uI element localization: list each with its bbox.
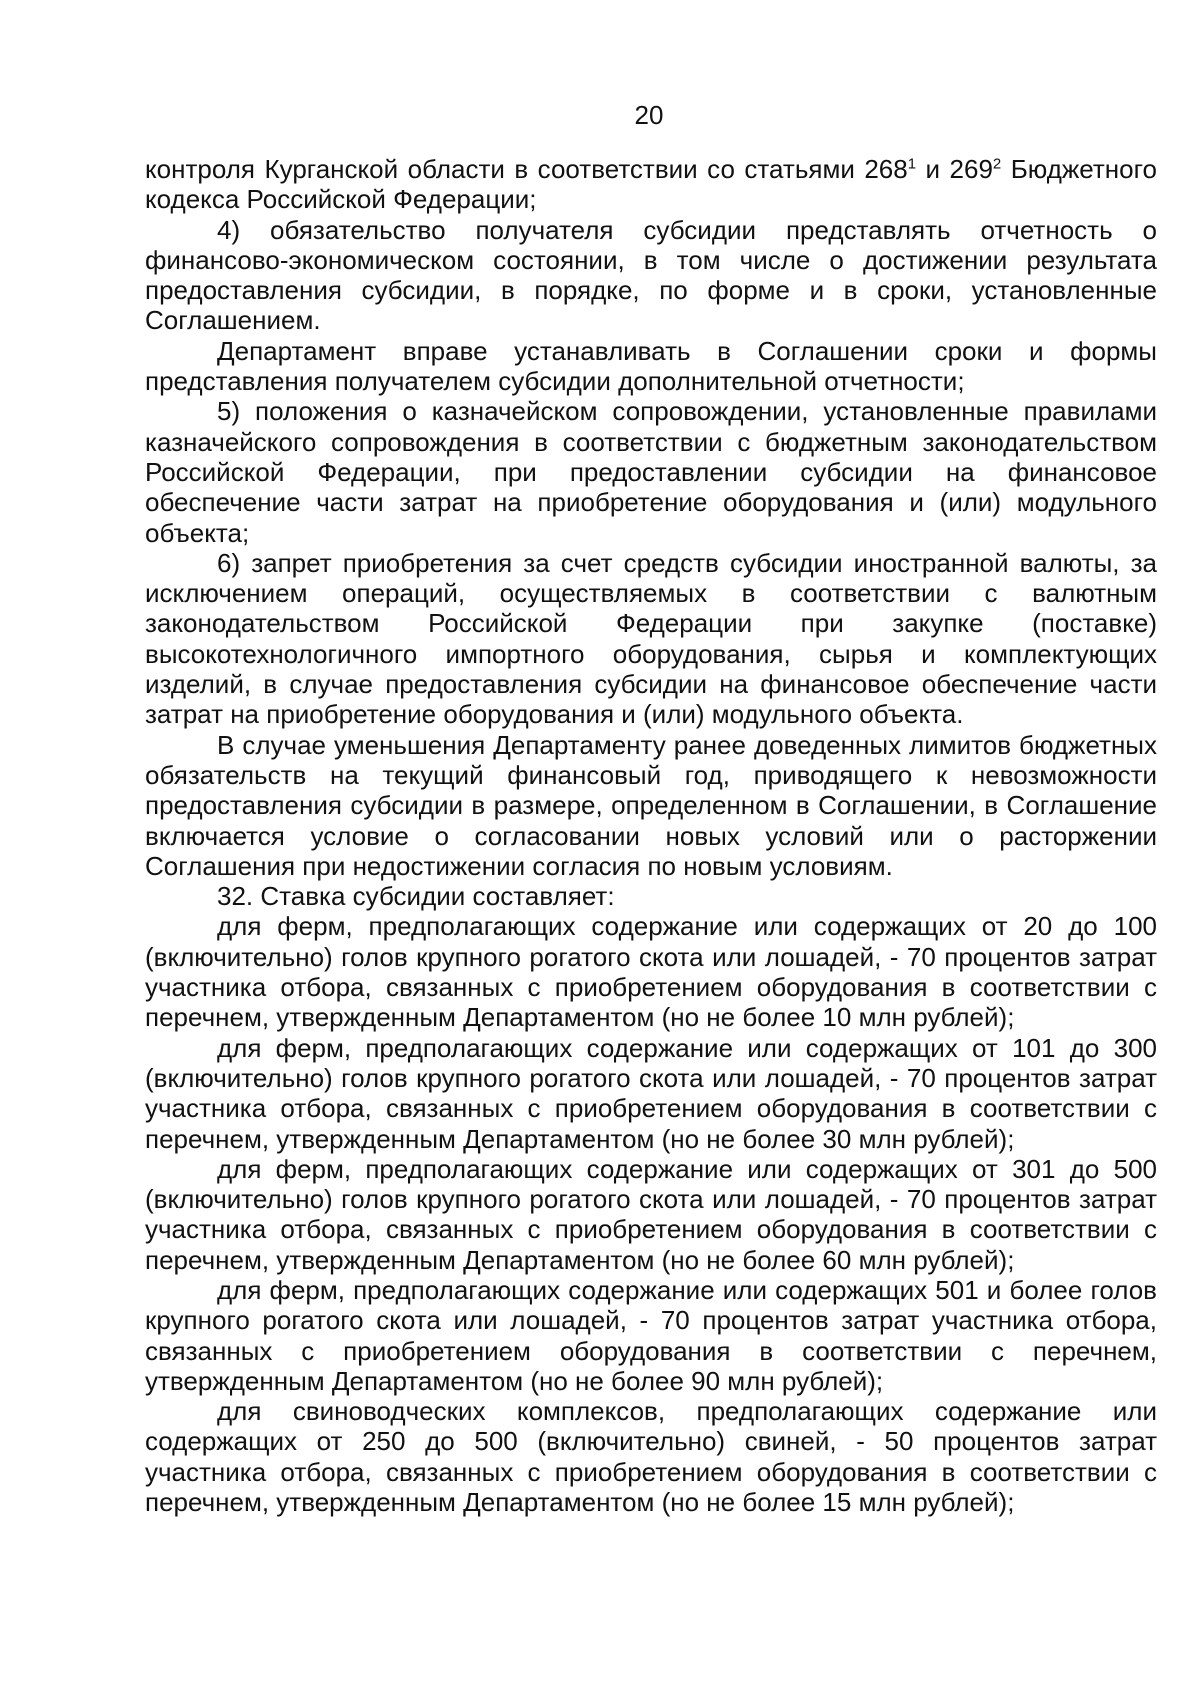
paragraph-item-5: 5) положения о казначейском сопровождении, установленные правилами казначейского сопровождения в соответствии с бюджетным законодательством Российской Федерации, при предоставлении субсидии на финансовое обеспечение части затрат на приобретение оборудования и (или) модульного объекта; (145, 396, 1157, 548)
paragraph-section-32: 32. Ставка субсидии составляет: (217, 881, 615, 912)
superscript: 1 (907, 155, 917, 173)
paragraph-text: контроля Курганской области в соответствии со статьями 268 (145, 154, 908, 184)
paragraph-item-6: 6) запрет приобретения за счет средств субсидии иностранной валюты, за исключением операций, осуществляемых в соответствии с валютным законодательством Российской Федерации при закупке (поставке) высокотехнологичного импортного оборудования, сырья и комплектующих изделий, в случае предоставления субсидии на финансовое обеспечение части затрат на приобретение оборудования и (или) модульного объекта. (145, 547, 1157, 730)
paragraph-rate-pig-complex: для свиноводческих комплексов, предполагающих содержание или содержащих от 250 до 500 (включительно) свиней, - 50 процентов затрат участника отбора, связанных с приобретением оборудования в соответствии с перечнем, утвержденным Департаментом (но не более 15 млн рублей); (145, 1396, 1157, 1518)
paragraph-rate-501-plus: для ферм, предполагающих содержание или содержащих 501 и более голов крупного рогатого скота или лошадей, - 70 процентов затрат участника отбора, связанных с приобретением оборудования в соответствии с перечнем, утвержденным Департаментом (но не более 90 млн рублей); (145, 1274, 1157, 1396)
paragraph-rate-301-500: для ферм, предполагающих содержание или содержащих от 301 до 500 (включительно) голов крупного рогатого скота или лошадей, - 70 процентов затрат участника отбора, связанных с приобретением оборудования в соответствии с перечнем, утвержденным Департаментом (но не более 60 млн рублей); (145, 1153, 1157, 1275)
document-body (145, 154, 1157, 1517)
paragraph-rate-20-100: для ферм, предполагающих содержание или содержащих от 20 до 100 (включительно) голов крупного рогатого скота или лошадей, - 70 процентов затрат участника отбора, связанных с приобретением оборудования в соответствии с перечнем, утвержденным Департаментом (но не более 10 млн рублей); (145, 911, 1157, 1033)
paragraph-limits-reduction: В случае уменьшения Департаменту ранее доведенных лимитов бюджетных обязательств на текущий финансовый год, приводящего к невозможности предоставления субсидии в размере, определенном в Соглашении, в Соглашение включается условие о согласовании новых условий или о расторжении Соглашения при недостижении согласия по новым условиям. (145, 729, 1157, 881)
paragraph-department-right: Департамент вправе устанавливать в Соглашении сроки и формы представления получателем субсидии дополнительной отчетности; (145, 335, 1157, 397)
paragraph-continuation (145, 154, 1157, 215)
paragraph-text: Бюджетного кодекса Российской Федерации; (145, 154, 1157, 215)
paragraph-text: и 269 (916, 154, 993, 184)
paragraph-rate-101-300: для ферм, предполагающих содержание или содержащих от 101 до 300 (включительно) голов крупного рогатого скота или лошадей, - 70 процентов затрат участника отбора, связанных с приобретением оборудования в соответствии с перечнем, утвержденным Департаментом (но не более 30 млн рублей); (145, 1032, 1157, 1154)
superscript: 2 (992, 155, 1002, 173)
paragraph-item-4: 4) обязательство получателя субсидии представлять отчетность о финансово-экономическом состоянии, в том числе о достижении результата предоставления субсидии, в порядке, по форме и в сроки, установленные Соглашением. (145, 214, 1157, 336)
page-number: 20 (634, 100, 664, 130)
